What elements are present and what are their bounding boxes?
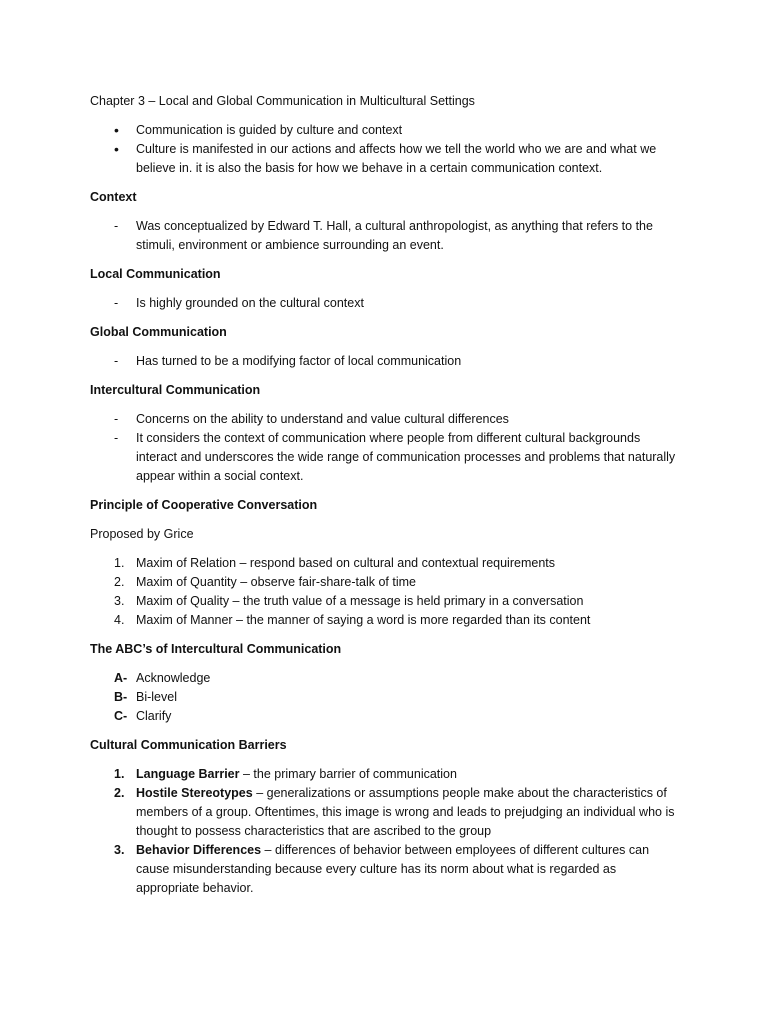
list-letter: B- xyxy=(114,690,128,704)
list-item: C- Clarify xyxy=(90,707,680,726)
list-item: - It considers the context of communication where people from different cultural backgrounds interact and underscores the wide range of communication processes and problems that naturally appear within a social context. xyxy=(114,431,676,483)
barrier-term: Behavior Differences xyxy=(136,843,262,857)
list-item: 4. Maxim of Manner – the manner of saying a word is more regarded than its content xyxy=(90,611,680,630)
local-communication-list xyxy=(90,294,680,313)
local-communication-heading: Local Communication xyxy=(90,267,221,281)
cooperative-conversation-subheading: Proposed by Grice xyxy=(90,527,194,541)
document-page xyxy=(90,92,680,908)
list-item: 2. Maxim of Quantity – observe fair-share-talk of time xyxy=(90,573,680,592)
abc-list xyxy=(90,669,680,726)
list-item: 1. Language Barrier – the primary barrier of communication xyxy=(90,765,680,784)
list-item: - Concerns on the ability to understand and value cultural differences xyxy=(90,410,680,429)
list-item: 3. Maxim of Quality – the truth value of a message is held primary in a conversation xyxy=(90,592,680,611)
list-number: 1. xyxy=(114,556,125,570)
dash-icon: - xyxy=(114,412,119,426)
maxims-list xyxy=(90,554,680,630)
list-item: • Communication is guided by culture and context xyxy=(114,122,403,138)
list-number: 4. xyxy=(114,613,125,627)
list-item: A- Acknowledge xyxy=(90,669,680,688)
page-title: Chapter 3 – Local and Global Communication in Multicultural Settings xyxy=(90,94,475,108)
barrier-term: Hostile Stereotypes xyxy=(136,786,253,800)
intercultural-communication-list xyxy=(90,410,680,486)
barriers-heading: Cultural Communication Barriers xyxy=(90,738,287,752)
dash-icon: - xyxy=(114,219,119,233)
global-communication-heading: Global Communication xyxy=(90,325,227,339)
context-heading: Context xyxy=(90,190,137,204)
list-number: 3. xyxy=(114,594,125,608)
list-item: • Culture is manifested in our actions and affects how we tell the world who we are and what we believe in. it is also the basis for how we behave in a certain communication context. xyxy=(114,141,657,175)
bullet-icon: • xyxy=(114,122,119,138)
barriers-list xyxy=(90,765,680,898)
abc-heading: The ABC’s of Intercultural Communication xyxy=(90,642,342,656)
list-item: - Is highly grounded on the cultural context xyxy=(90,294,680,313)
context-list xyxy=(90,217,680,255)
list-number: 2. xyxy=(114,786,125,800)
list-number: 1. xyxy=(114,767,125,781)
list-number: 3. xyxy=(114,843,125,857)
list-number: 2. xyxy=(114,575,125,589)
list-item: - Was conceptualized by Edward T. Hall, a cultural anthropologist, as anything that refers to the stimuli, environment or ambience surrounding an event. xyxy=(114,219,653,252)
list-item: 2. Hostile Stereotypes – generalizations or assumptions people make about the characteristics of members of a group. Oftentimes, this image is wrong and leads to prejudging an individual who is thought to possess characteristics that are ascribed to the group xyxy=(114,786,675,838)
intro-bullet-list xyxy=(90,121,680,178)
dash-icon: - xyxy=(114,296,119,310)
barrier-term: Language Barrier xyxy=(136,767,240,781)
list-item: B- Bi-level xyxy=(90,688,680,707)
global-communication-list xyxy=(90,352,680,371)
list-item: 1. Maxim of Relation – respond based on cultural and contextual requirements xyxy=(90,554,680,573)
dash-icon: - xyxy=(114,431,119,445)
intercultural-communication-heading: Intercultural Communication xyxy=(90,383,261,397)
cooperative-conversation-heading: Principle of Cooperative Conversation xyxy=(90,498,318,512)
list-item: - Has turned to be a modifying factor of local communication xyxy=(90,352,680,371)
dash-icon: - xyxy=(114,354,119,368)
list-letter: C- xyxy=(114,709,128,723)
list-item: 3. Behavior Differences – differences of behavior between employees of different cultures can cause misunderstanding because every culture has its norm about what is regarded as appropriate behavior. xyxy=(114,843,650,895)
bullet-icon: • xyxy=(114,141,119,157)
list-letter: A- xyxy=(114,671,128,685)
